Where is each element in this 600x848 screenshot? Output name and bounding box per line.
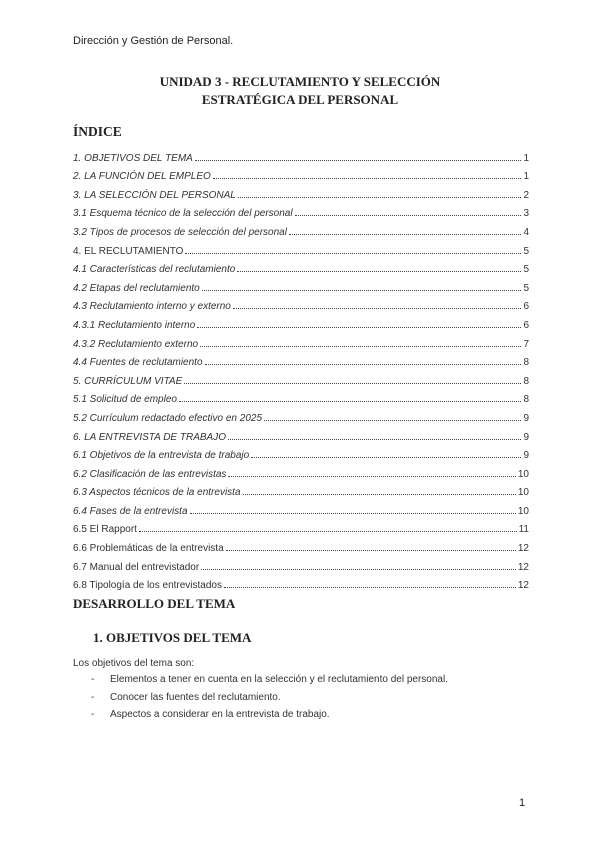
toc-entry[interactable]	[73, 443, 529, 462]
toc-entry-title: 5.1 Solicitud de empleo	[73, 394, 177, 406]
toc-entry-page: 5	[523, 245, 529, 257]
toc-entry-page: 6	[523, 301, 529, 313]
toc-entry-page: 12	[517, 543, 529, 555]
list-item	[91, 709, 448, 727]
toc-leader-dots	[201, 569, 516, 570]
toc-entry-page: 3	[523, 208, 529, 220]
toc-entry-title: 3.2 Tipos de procesos de selección del personal	[73, 226, 287, 238]
toc-entry-page: 7	[523, 338, 529, 350]
toc-entry[interactable]	[73, 480, 529, 499]
page-header: Dirección y Gestión de Personal.	[73, 35, 234, 47]
toc-entry-page: 1	[523, 171, 529, 183]
toc-entry[interactable]	[73, 164, 529, 183]
toc-entry-page: 9	[523, 450, 529, 462]
toc-leader-dots	[202, 290, 522, 291]
toc-entry-page: 8	[523, 357, 529, 369]
toc-entry-title: 1. OBJETIVOS DEL TEMA	[73, 152, 193, 164]
toc-entry-page: 9	[523, 431, 529, 443]
toc-leader-dots	[233, 308, 522, 309]
toc-entry[interactable]	[73, 312, 529, 331]
toc-leader-dots	[264, 420, 521, 421]
toc-leader-dots	[139, 531, 517, 532]
toc-entry[interactable]	[73, 350, 529, 369]
toc-leader-dots	[238, 197, 522, 198]
unit-title	[0, 73, 600, 109]
table-of-contents	[73, 145, 529, 591]
toc-entry[interactable]	[73, 201, 529, 220]
toc-entry-title: 4.3.2 Reclutamiento externo	[73, 338, 199, 350]
toc-entry-page: 10	[517, 487, 529, 499]
toc-entry-title: 5.2 Currículum redactado efectivo en 2025	[73, 412, 262, 424]
toc-entry[interactable]	[73, 405, 529, 424]
unit-title-line-2: ESTRATÉGICA DEL PERSONAL	[201, 92, 399, 107]
toc-leader-dots	[251, 457, 521, 458]
toc-leader-dots	[237, 271, 521, 272]
development-heading: DESARROLLO DEL TEMA	[73, 596, 236, 611]
toc-entry[interactable]	[73, 257, 529, 276]
bullet-marker: -	[91, 674, 95, 685]
toc-entry-page: 11	[518, 524, 529, 536]
toc-entry[interactable]	[73, 219, 529, 238]
toc-entry-title: 6.6 Problemáticas de la entrevista	[73, 543, 224, 555]
toc-entry-title: 4.1 Características del reclutamiento	[73, 264, 236, 276]
toc-entry-page: 5	[523, 282, 529, 294]
toc-leader-dots	[195, 160, 522, 161]
list-item	[91, 692, 448, 710]
toc-leader-dots	[224, 587, 516, 588]
toc-leader-dots	[197, 327, 521, 328]
toc-entry[interactable]	[73, 275, 529, 294]
list-item	[91, 674, 448, 692]
unit-title-line-1: UNIDAD 3 - RECLUTAMIENTO Y SELECCIÓN	[159, 74, 441, 89]
toc-leader-dots	[179, 401, 521, 402]
toc-entry-title: 6.5 El Rapport	[73, 524, 137, 536]
toc-entry[interactable]	[73, 573, 529, 592]
toc-entry-page: 6	[523, 319, 529, 331]
toc-entry-title: 5. CURRÍCULUM VITAE	[73, 375, 183, 387]
page-number: 1	[519, 797, 526, 809]
toc-entry-title: 3.1 Esquema técnico de la selección del personal	[73, 208, 293, 220]
toc-leader-dots	[243, 494, 516, 495]
objectives-list	[91, 674, 448, 727]
toc-entry[interactable]	[73, 331, 529, 350]
toc-entry-page: 8	[523, 394, 529, 406]
toc-leader-dots	[226, 550, 516, 551]
bullet-marker: -	[91, 709, 95, 720]
toc-leader-dots	[213, 178, 522, 179]
index-heading: ÍNDICE	[73, 124, 122, 139]
toc-entry[interactable]	[73, 145, 529, 164]
toc-entry-page: 8	[523, 375, 529, 387]
toc-entry-page: 9	[523, 412, 529, 424]
toc-entry-title: 4.3 Reclutamiento interno y externo	[73, 301, 231, 313]
toc-entry-page: 1	[523, 152, 529, 164]
toc-entry[interactable]	[73, 294, 529, 313]
toc-entry-title: 6.1 Objetivos de la entrevista de trabajo	[73, 450, 250, 462]
toc-entry-title: 3. LA SELECCIÓN DEL PERSONAL	[73, 189, 236, 201]
toc-leader-dots	[228, 476, 515, 477]
toc-leader-dots	[289, 234, 522, 235]
toc-entry[interactable]	[73, 238, 529, 257]
toc-entry[interactable]	[73, 554, 529, 573]
list-item-text: Aspectos a considerar en la entrevista de trabajo.	[110, 709, 330, 720]
toc-entry-title: 6.4 Fases de la entrevista	[73, 505, 188, 517]
toc-leader-dots	[185, 253, 521, 254]
toc-entry-page: 12	[517, 561, 529, 573]
toc-entry-page: 10	[517, 468, 529, 480]
toc-entry-page: 4	[523, 226, 529, 238]
toc-entry-title: 6.2 Clasificación de las entrevistas	[73, 468, 227, 480]
toc-entry-title: 4.3.1 Reclutamiento interno	[73, 319, 196, 331]
toc-entry[interactable]	[73, 517, 529, 536]
objectives-intro: Los objetivos del tema son:	[73, 658, 195, 669]
toc-entry[interactable]	[73, 461, 529, 480]
list-item-text: Elementos a tener en cuenta en la selección y el reclutamiento del personal.	[110, 674, 448, 685]
toc-entry-title: 4.2 Etapas del reclutamiento	[73, 282, 200, 294]
toc-entry-title: 2. LA FUNCIÓN DEL EMPLEO	[73, 171, 211, 183]
toc-entry-title: 4.4 Fuentes de reclutamiento	[73, 357, 203, 369]
toc-leader-dots	[200, 346, 521, 347]
toc-entry-page: 5	[523, 264, 529, 276]
toc-entry-title: 6.7 Manual del entrevistador	[73, 561, 200, 573]
toc-entry[interactable]	[73, 182, 529, 201]
toc-entry[interactable]	[73, 535, 529, 554]
toc-leader-dots	[190, 513, 516, 514]
toc-entry[interactable]	[73, 368, 529, 387]
toc-entry-title: 6. LA ENTREVISTA DE TRABAJO	[73, 431, 226, 443]
list-item-text: Conocer las fuentes del reclutamiento.	[110, 691, 281, 703]
toc-leader-dots	[205, 364, 522, 365]
toc-entry[interactable]	[73, 424, 529, 443]
toc-entry-title: 6.3 Aspectos técnicos de la entrevista	[73, 487, 241, 499]
bullet-marker: -	[91, 691, 95, 703]
toc-leader-dots	[228, 439, 521, 440]
objectives-heading: 1. OBJETIVOS DEL TEMA	[93, 630, 252, 645]
toc-entry[interactable]	[73, 387, 529, 406]
toc-entry-title: 4. EL RECLUTAMIENTO	[73, 245, 184, 257]
toc-leader-dots	[295, 215, 522, 216]
toc-entry-page: 12	[517, 580, 529, 592]
toc-leader-dots	[184, 383, 521, 384]
toc-entry-page: 10	[517, 505, 529, 517]
toc-entry-title: 6.8 Tipología de los entrevistados	[73, 580, 222, 592]
toc-entry[interactable]	[73, 498, 529, 517]
toc-entry-page: 2	[523, 189, 529, 201]
